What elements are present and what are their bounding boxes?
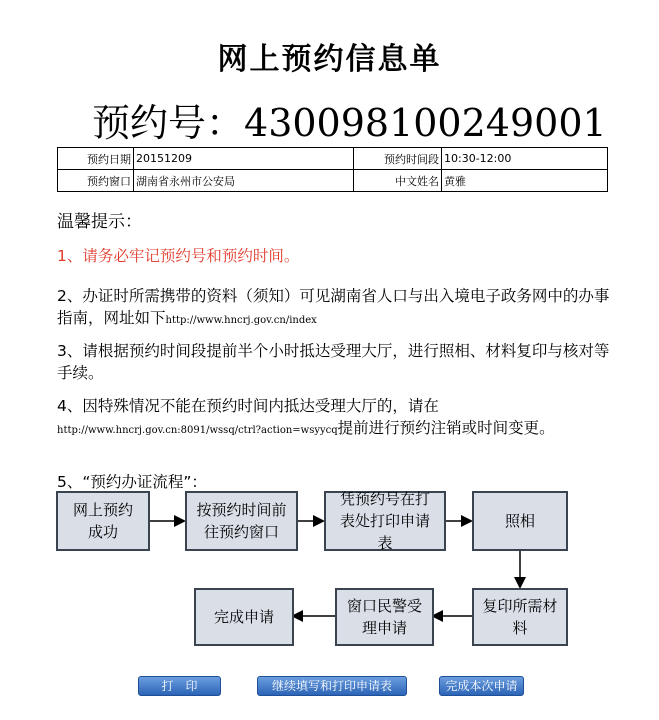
flow-step-5: 复印所需材料 [472, 588, 568, 646]
tip-2-text: 2、办证时所需携带的资料（须知）可见湖南省人口与出入境电子政务网中的办事指南，网址如下 [57, 287, 610, 327]
time-value: 10:30-12:00 [442, 148, 608, 170]
time-label: 预约时间段 [354, 148, 442, 170]
flow-step-4: 照相 [472, 491, 568, 551]
page-title: 网上预约信息单 [217, 42, 442, 77]
flow-step-2: 按预约时间前往预约窗口 [185, 491, 298, 551]
tip-4-text-end: 提前进行预约注销或时间变更。 [337, 419, 555, 437]
booking-number-label: 预约号： [92, 101, 245, 145]
continue-fill-button[interactable]: 继续填写和打印申请表 [257, 676, 407, 696]
name-value: 黄雅 [442, 170, 608, 192]
tip-4-text: 4、因特殊情况不能在预约时间内抵达受理大厅的，请在 [57, 397, 439, 415]
flow-step-6: 窗口民警受理申请 [335, 588, 434, 646]
tip-1: 1、请务必牢记预约号和预约时间。 [57, 247, 300, 265]
date-value: 20151209 [134, 148, 354, 170]
flow-step-1: 网上预约成功 [56, 491, 150, 551]
tips-title: 温馨提示： [57, 212, 142, 232]
print-button[interactable]: 打 印 [138, 676, 221, 696]
office-label: 预约窗口 [58, 170, 134, 192]
tip-2-url: http://www.hncrj.gov.cn/index [165, 315, 317, 326]
finish-application-button[interactable]: 完成本次申请 [439, 676, 524, 696]
tip-3: 3、请根据预约时间段提前半个小时抵达受理大厅，进行照相、材料复印与核对等手续。 [57, 342, 610, 382]
office-value: 湖南省永州市公安局 [134, 170, 354, 192]
name-label: 中文姓名 [354, 170, 442, 192]
booking-number-value: 430098100249001 [244, 101, 607, 145]
flow-step-7: 完成申请 [194, 588, 294, 646]
flow-step-3: 凭预约号在打表处打印申请表 [324, 491, 446, 551]
flow-title: 5、“预约办证流程”： [57, 473, 207, 491]
tip-4-url: http://www.hncrj.gov.cn:8091/wssq/ctrl?action=wsyycq [57, 425, 338, 436]
date-label: 预约日期 [58, 148, 134, 170]
